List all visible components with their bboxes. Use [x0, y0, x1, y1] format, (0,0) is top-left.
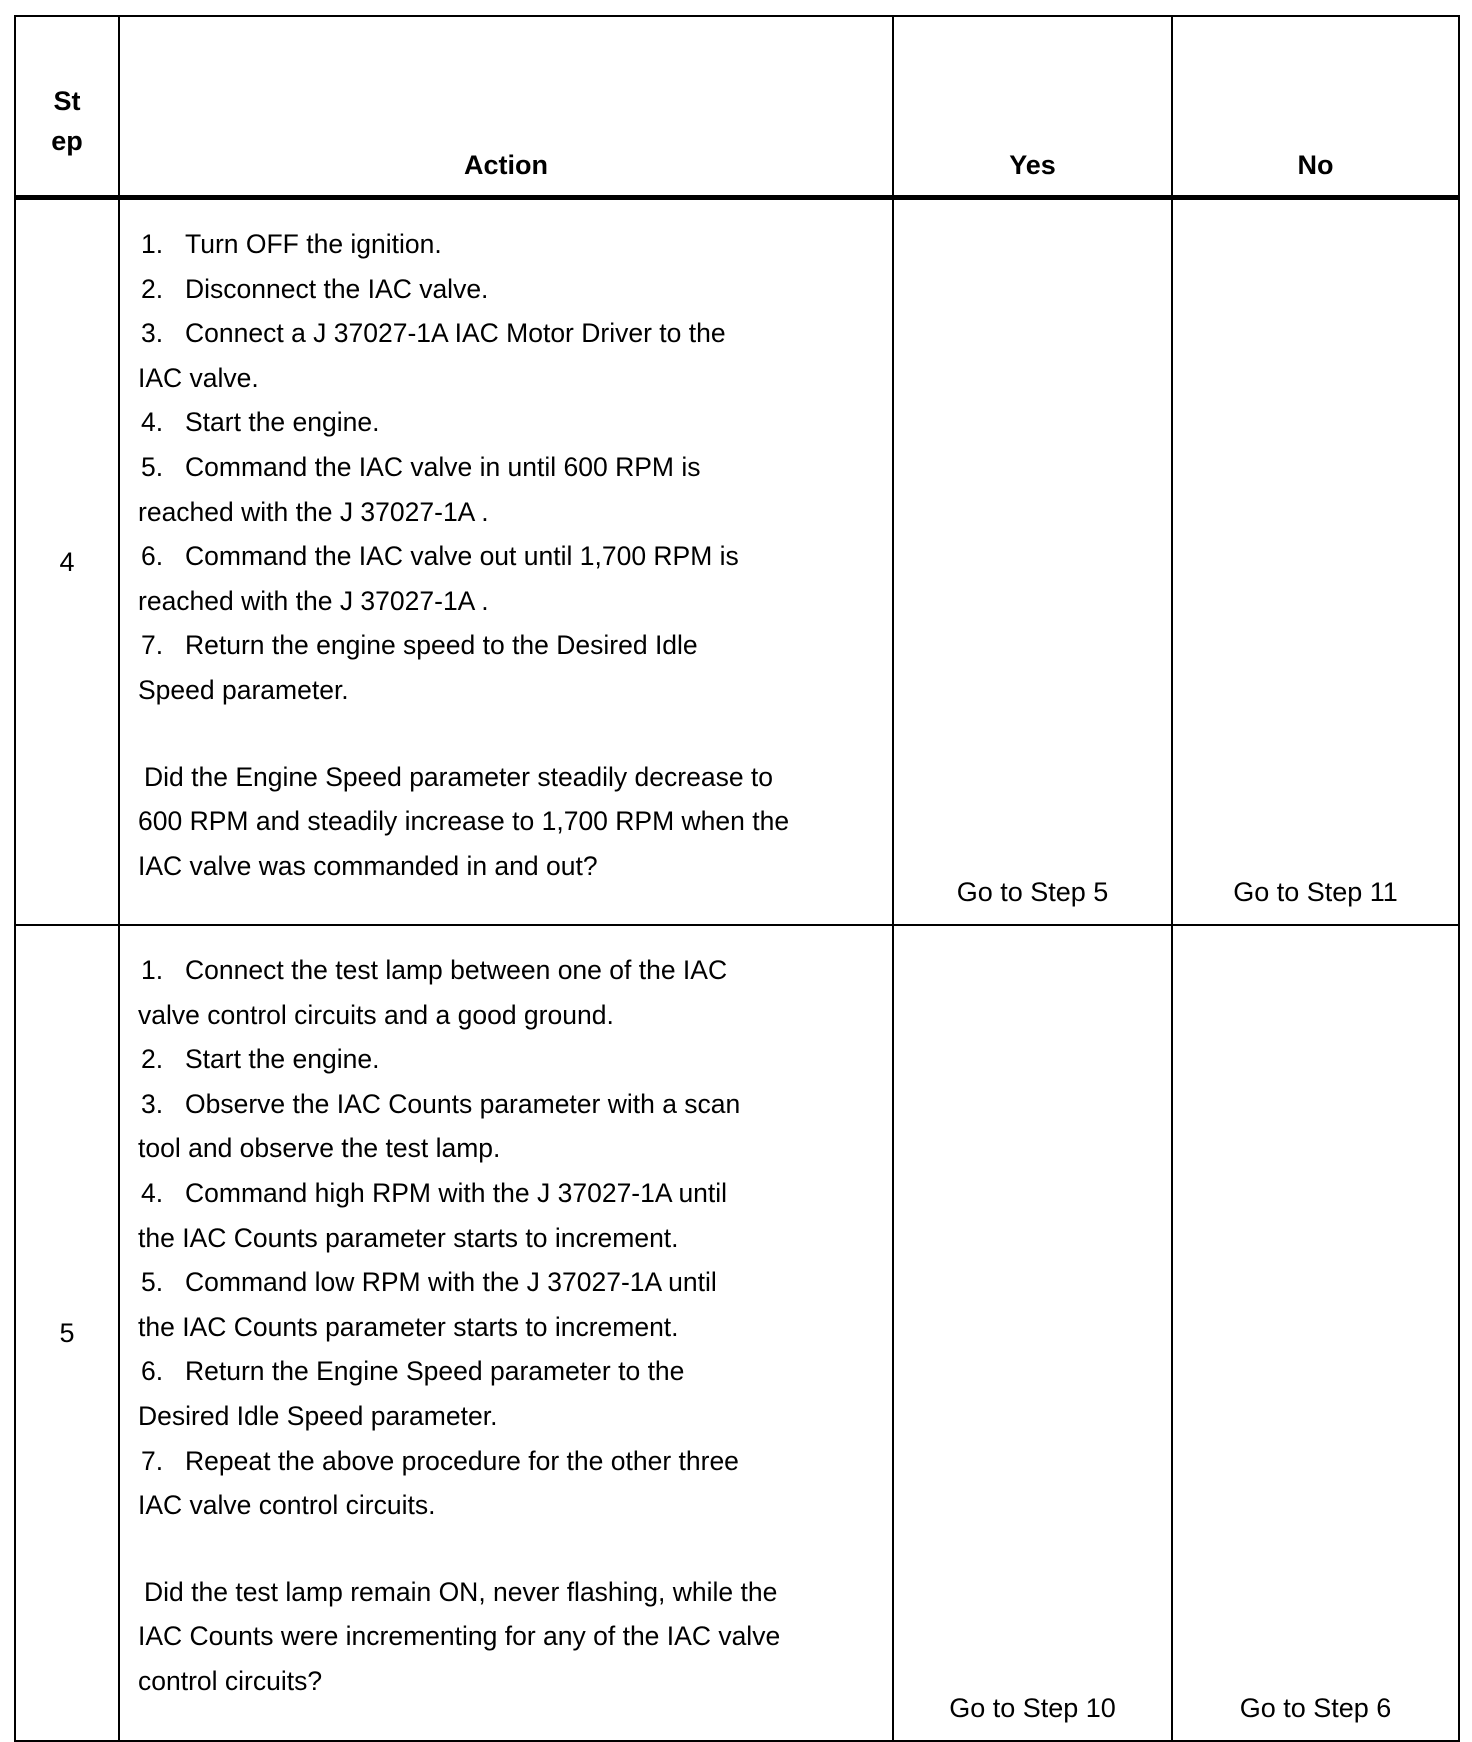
action-item: [138, 948, 872, 993]
step-header: [15, 16, 119, 198]
action-text: Start the engine.: [185, 407, 380, 438]
action-item: [138, 445, 872, 490]
action-number: 1.: [141, 229, 164, 259]
action-item: [138, 1037, 872, 1082]
question-line: control circuits?: [138, 1665, 323, 1696]
yes-header: Yes: [893, 16, 1172, 198]
yes-result: Go to Step 10: [893, 925, 1172, 1741]
action-item: [138, 1439, 872, 1484]
action-continuation: reached with the J 37027-1A .: [138, 585, 489, 616]
action-item: [138, 311, 872, 356]
action-text: Connect the test lamp between one of the IAC: [185, 955, 728, 985]
action-item: [138, 1260, 872, 1305]
no-result: Go to Step 11: [1172, 198, 1459, 926]
question-text: [138, 755, 872, 889]
action-item: [138, 534, 872, 579]
action-continuation: Desired Idle Speed parameter.: [138, 1400, 498, 1431]
action-number: 2.: [141, 273, 164, 304]
question-line: IAC Counts were incrementing for any of the IAC valve: [138, 1621, 781, 1652]
action-text: Command low RPM with the J 37027-1A until: [185, 1267, 717, 1298]
diagnostic-table-container: [14, 15, 1458, 1723]
step-number: 5: [15, 925, 119, 1741]
action-item: [138, 400, 872, 445]
action-list: [138, 948, 872, 1528]
table-row-step-4: [15, 198, 1459, 926]
action-number: 1.: [141, 955, 164, 985]
action-text: Disconnect the IAC valve.: [185, 273, 489, 304]
action-continuation: the IAC Counts parameter starts to increment.: [138, 1311, 679, 1342]
action-number: 2.: [141, 1044, 164, 1075]
no-result: Go to Step 6: [1172, 925, 1459, 1741]
action-header: Action: [119, 16, 893, 198]
action-continuation: the IAC Counts parameter starts to increment.: [138, 1222, 679, 1253]
question-line: 600 RPM and steadily increase to 1,700 RPM when the: [138, 806, 790, 837]
action-cell: [119, 198, 893, 926]
action-number: 3.: [141, 318, 164, 349]
action-text: Return the Engine Speed parameter to the: [185, 1356, 685, 1387]
table-row-step-5: [15, 925, 1459, 1741]
step-header-line2: ep: [51, 126, 83, 156]
action-continuation: IAC valve control circuits.: [138, 1490, 436, 1521]
action-continuation: tool and observe the test lamp.: [138, 1133, 501, 1164]
step-header-line1: St: [53, 86, 81, 116]
step-number: 4: [15, 198, 119, 926]
action-number: 4.: [141, 407, 164, 438]
action-text: Repeat the above procedure for the other three: [185, 1445, 739, 1476]
action-text: Command the IAC valve out until 1,700 RPM is: [185, 541, 739, 572]
action-continuation: valve control circuits and a good ground.: [138, 999, 614, 1030]
header-row: [15, 16, 1459, 198]
action-text: Command high RPM with the J 37027-1A until: [185, 1177, 728, 1208]
action-item: [138, 1349, 872, 1394]
action-text: Connect a J 37027-1A IAC Motor Driver to the: [185, 318, 726, 349]
action-item: [138, 222, 872, 267]
action-number: 3.: [141, 1088, 164, 1119]
action-item: [138, 623, 872, 668]
action-continuation: IAC valve.: [138, 362, 259, 393]
question-text: [138, 1570, 872, 1704]
action-text: Turn OFF the ignition.: [185, 229, 442, 259]
question-line: IAC valve was commanded in and out?: [138, 850, 598, 881]
action-number: 6.: [141, 1356, 164, 1387]
action-number: 7.: [141, 1445, 164, 1476]
action-continuation: Speed parameter.: [138, 674, 349, 705]
question-line: Did the test lamp remain ON, never flashing, while the: [144, 1576, 778, 1607]
action-number: 5.: [141, 1267, 164, 1298]
action-item: [138, 1082, 872, 1127]
yes-result: Go to Step 5: [893, 198, 1172, 926]
action-item: [138, 267, 872, 312]
action-text: Observe the IAC Counts parameter with a scan: [185, 1088, 741, 1119]
diagnostic-table: [14, 15, 1460, 1742]
question-line: Did the Engine Speed parameter steadily decrease to: [144, 761, 774, 792]
action-text: Start the engine.: [185, 1044, 380, 1075]
action-number: 6.: [141, 541, 164, 572]
action-text: Command the IAC valve in until 600 RPM is: [185, 451, 701, 482]
action-number: 7.: [141, 630, 164, 661]
action-list: [138, 222, 872, 713]
action-continuation: reached with the J 37027-1A .: [138, 496, 489, 527]
action-text: Return the engine speed to the Desired Idle: [185, 630, 698, 661]
action-cell: [119, 925, 893, 1741]
action-number: 5.: [141, 451, 164, 482]
action-number: 4.: [141, 1177, 164, 1208]
action-item: [138, 1171, 872, 1216]
no-header: No: [1172, 16, 1459, 198]
